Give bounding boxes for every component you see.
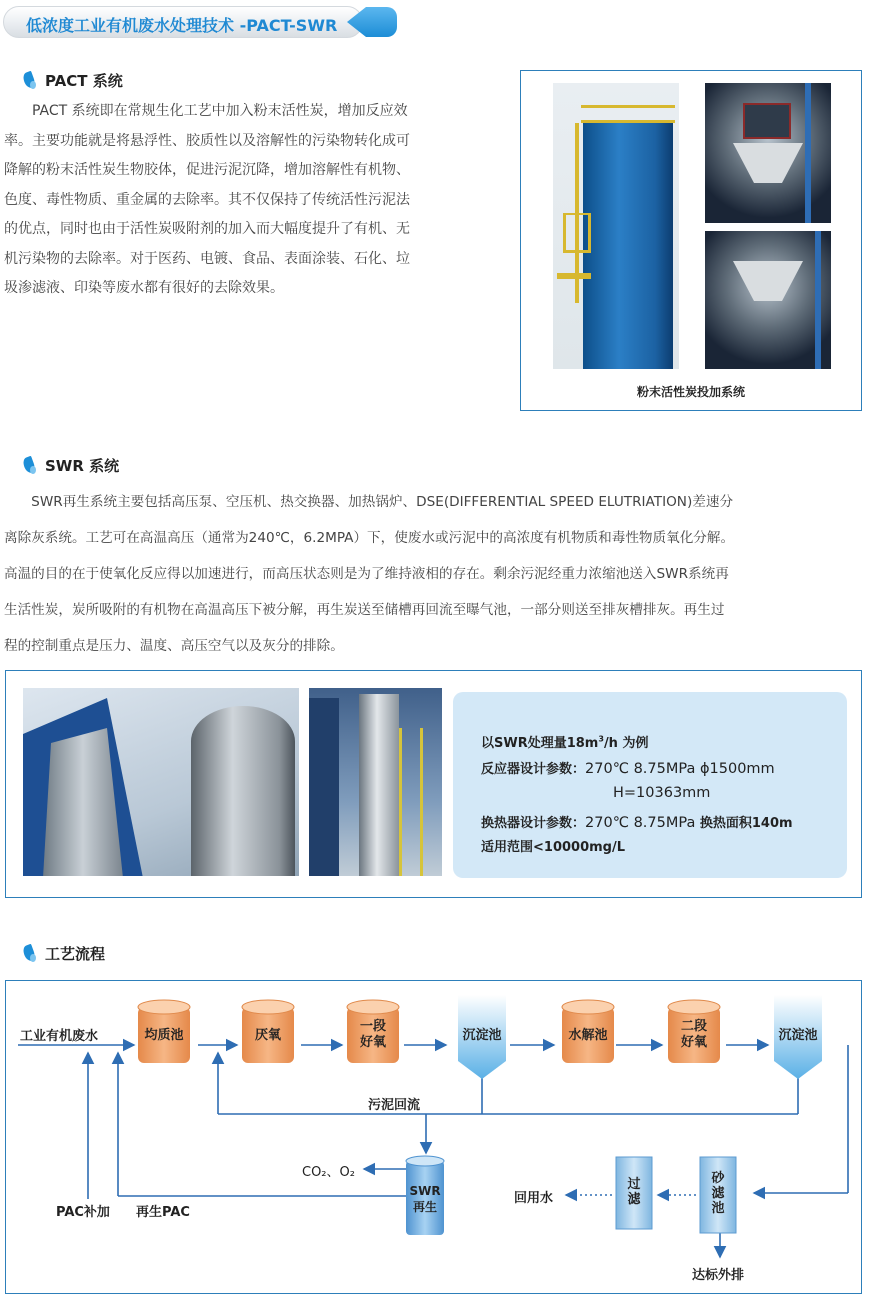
pact-paragraph-line: 色度、毒性物质、重金属的去除率。其不仅保持了传统活性污泥法 [4,191,410,208]
swr-photo-panel [5,670,862,898]
swr-paragraph-line: 生活性炭，炭所吸附的有机物在高温高压下被分解，再生炭送至储槽再回流至曝气池，一部分则送至排灰槽排灰。再生过 [4,602,725,618]
gas-output-label: CO₂、O₂ [302,1165,355,1180]
spec-reactor-height: H=10363mm [613,785,711,801]
process-heading [23,943,105,964]
pact-photo-panel [520,70,862,411]
pac-add-label: PAC补加 [56,1205,110,1220]
spec-reactor: 反应器设计参数：270℃ 8.75MPa ϕ1500mm [481,761,775,777]
pact-paragraph-line: PACT 系统即在常规生化工艺中加入粉末活性炭，增加反应效 [4,103,408,119]
hydrolysis-label: 水解池 [568,1028,608,1043]
swr-spec-box [453,692,847,878]
pact-photo-caption: 粉末活性炭投加系统 [636,385,745,399]
pact-paragraph-line: 的优点，同时也由于活性炭吸附剂的加入而大幅度提升了有机、无 [4,221,410,237]
anaerobic-label: 厌氧 [254,1028,281,1043]
banner-pill [3,6,363,38]
swr-paragraph [4,484,864,664]
filter-label: 过 滤 [627,1177,641,1207]
sand-filter-label: 砂 滤 池 [711,1171,725,1216]
swr-plant-photo [23,688,299,876]
swr-paragraph-line: 高温的目的在于使氧化反应得以加速进行，而高压状态则是为了维持液相的存在。剩余污泥经重力浓缩池送入SWR系统再 [4,566,729,582]
pact-paragraph-line: 圾渗滤液、印染等废水都有很好的去除效果。 [4,280,284,296]
water-drop-icon [23,457,37,475]
water-drop-icon [23,945,37,963]
regen-pac-label: 再生PAC [136,1205,190,1220]
spec-capacity: 以SWR处理量$18m^3/h$ 为例 [481,734,649,751]
clarifier-1-label: 沉淀池 [462,1028,502,1043]
swr-heading-text: SWR 系统 [45,457,120,475]
sludge-return-label: 污泥回流 [368,1098,421,1113]
swr-paragraph-line: 程的控制重点是压力、温度、高压空气以及灰分的排除。 [4,638,344,654]
pact-paragraph-line: 降解的粉末活性炭生物胶体，促进污泥沉降，增加溶解性有机物、 [4,162,410,178]
process-heading-text: 工艺流程 [45,945,106,963]
pact-dosing-photo-top [705,83,831,223]
pact-tower-photo [553,83,679,369]
equalization-label: 均质池 [144,1028,184,1043]
water-drop-icon [23,72,37,90]
swr-paragraph-line: 离除灰系统。工艺可在高温高压（通常为240℃，6.2MPA）下，使废水或污泥中的高浓度有机物质和毒性物质氧化分解。 [4,530,735,546]
flow-lines [6,981,863,1295]
pact-paragraph [4,97,504,304]
pact-paragraph-line: 机污染物的去除率。对于医药、电镀、食品、表面涂装、石化、垃 [4,250,410,267]
inlet-label: 工业有机废水 [20,1029,99,1044]
banner-title: 低浓度工业有机废水处理技术 -PACT-SWR [26,16,338,35]
spec-exchanger: 换热器设计参数：270℃ 8.75MPa 换热面积140m [481,815,793,831]
swr-paragraph-line: SWR再生系统主要包括高压泵、空压机、热交换器、加热锅炉、DSE(DIFFERENTIAL SPEED ELUTRIATION)差速分 [4,494,734,510]
pact-heading-text: PACT 系统 [45,72,123,90]
swr-column-photo [309,688,442,876]
discharge-label: 达标外排 [692,1268,745,1283]
pact-dosing-photo-bottom [705,231,831,369]
swr-heading [23,455,119,476]
clarifier-2-label: 沉淀池 [778,1028,818,1043]
aerobic-2-label: 二段 好氧 [680,1019,707,1050]
pact-heading [23,70,123,91]
reuse-water-label: 回用水 [514,1191,554,1206]
pact-paragraph-line: 率。主要功能就是将悬浮性、胶质性以及溶解性的污染物转化成可 [4,132,410,149]
process-flow-diagram [5,980,862,1294]
page-banner [3,6,395,38]
swr-unit-label: SWR 再生 [409,1184,441,1214]
spec-range: 适用范围<10000mg/L [481,840,626,855]
aerobic-1-label: 一段 好氧 [359,1019,386,1050]
